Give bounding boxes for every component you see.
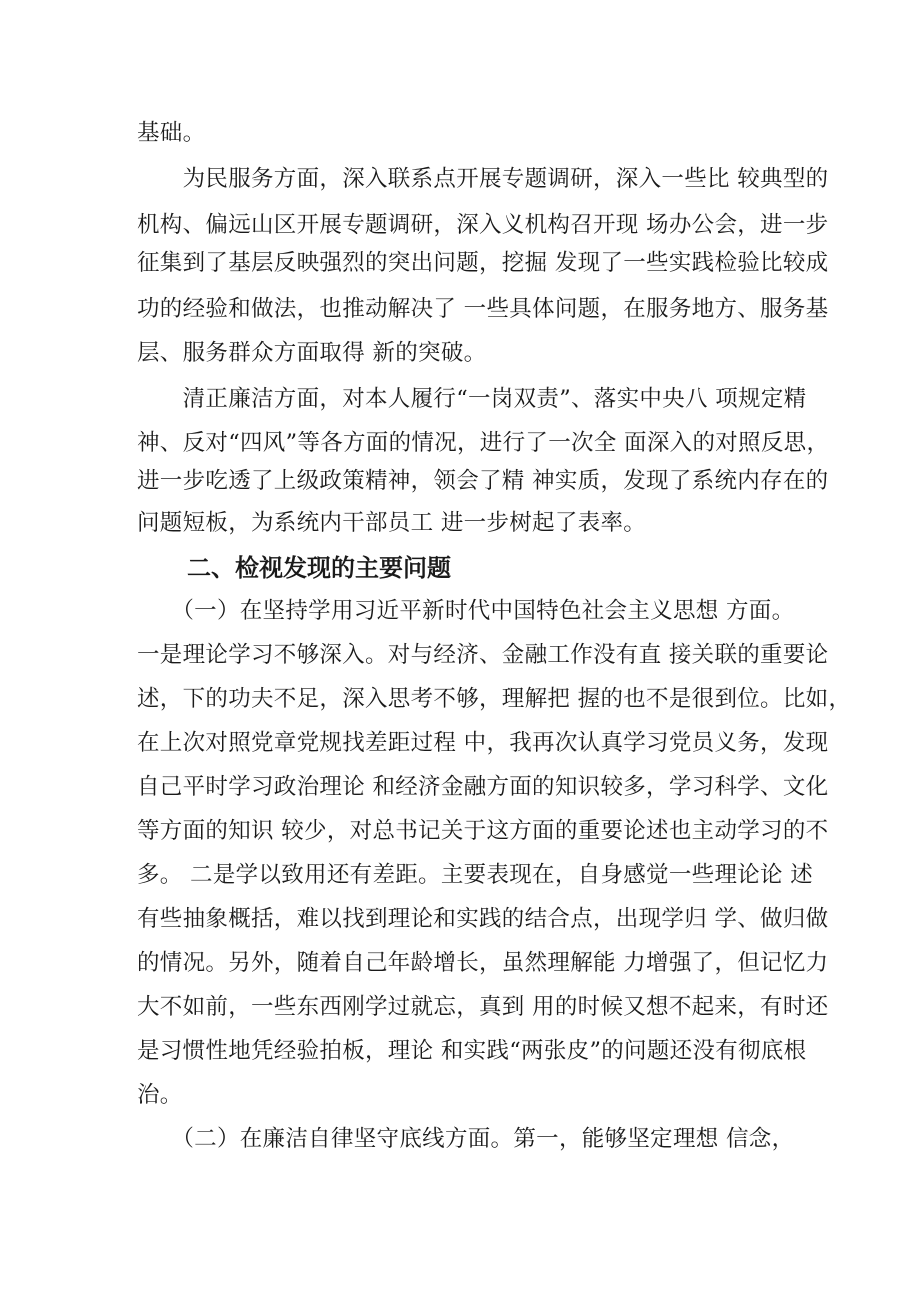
text-line: 为民服务方面，深入联系点开展专题调研，深入一些比 较典型的 <box>137 166 829 192</box>
text-line: 的情况。另外，随着自己年龄增长，虽然理解能 力增强了，但记忆力 <box>137 950 829 976</box>
text-line: 自己平时学习政治理论 和经济金融方面的知识较多，学习科学、文化 <box>137 774 829 800</box>
text-line: 有些抽象概括，难以找到理论和实践的结合点，出现学归 学、做归做 <box>137 906 829 932</box>
text-line: 进一步吃透了上级政策精神，领会了精 神实质，发现了系统内存在的 <box>137 468 829 494</box>
text-line: 征集到了基层反映强烈的突出问题，挖掘 发现了一些实践检验比较成 <box>137 250 829 276</box>
text-line: （二）在廉洁自律坚守底线方面。第一，能够坚定理想 信念， <box>137 1126 795 1152</box>
text-line: 神、反对“四风”等各方面的情况，进行了一次全 面深入的对照反思， <box>137 430 830 456</box>
text-line: 清正廉洁方面，对本人履行“一岗双责”、落实中央八 项规定精 <box>137 386 807 412</box>
text-line: 基础。 <box>137 120 206 146</box>
text-line: 层、服务群众方面取得 新的突破。 <box>137 340 487 366</box>
text-line: 在上次对照党章党规找差距过程 中，我再次认真学习党员义务，发现 <box>137 730 829 756</box>
text-line: 大不如前，一些东西刚学过就忘，真到 用的时候又想不起来，有时还 <box>137 994 829 1020</box>
text-line: 机构、偏远山区开展专题调研，深入义机构召开现 场办公会，进一步 <box>137 212 829 238</box>
text-line: 功的经验和做法，也推动解决了 一些具体问题，在服务地方、服务基 <box>137 296 829 322</box>
text-line: 一是理论学习不够深入。对与经济、金融工作没有直 接关联的重要论 <box>137 642 829 668</box>
text-line: 多。 二是学以致用还有差距。主要表现在，自身感觉一些理论论 述 <box>137 862 814 888</box>
text-line: 是习惯性地凭经验拍板，理论 和实践“两张皮”的问题还没有彻底根 <box>137 1038 807 1064</box>
text-line: 治。 <box>137 1082 183 1108</box>
section-heading: 二、检视发现的主要问题 <box>187 554 451 582</box>
text-line: （一）在坚持学用习近平新时代中国特色社会主义思想 方面。 <box>137 598 795 624</box>
text-line: 等方面的知识 较少，对总书记关于这方面的重要论述也主动学习的不 <box>137 818 829 844</box>
text-line: 述，下的功夫不足，深入思考不够，理解把 握的也不是很到位。比如， <box>137 686 852 712</box>
text-line: 问题短板，为系统内干部员工 进一步树起了表率。 <box>137 510 647 536</box>
